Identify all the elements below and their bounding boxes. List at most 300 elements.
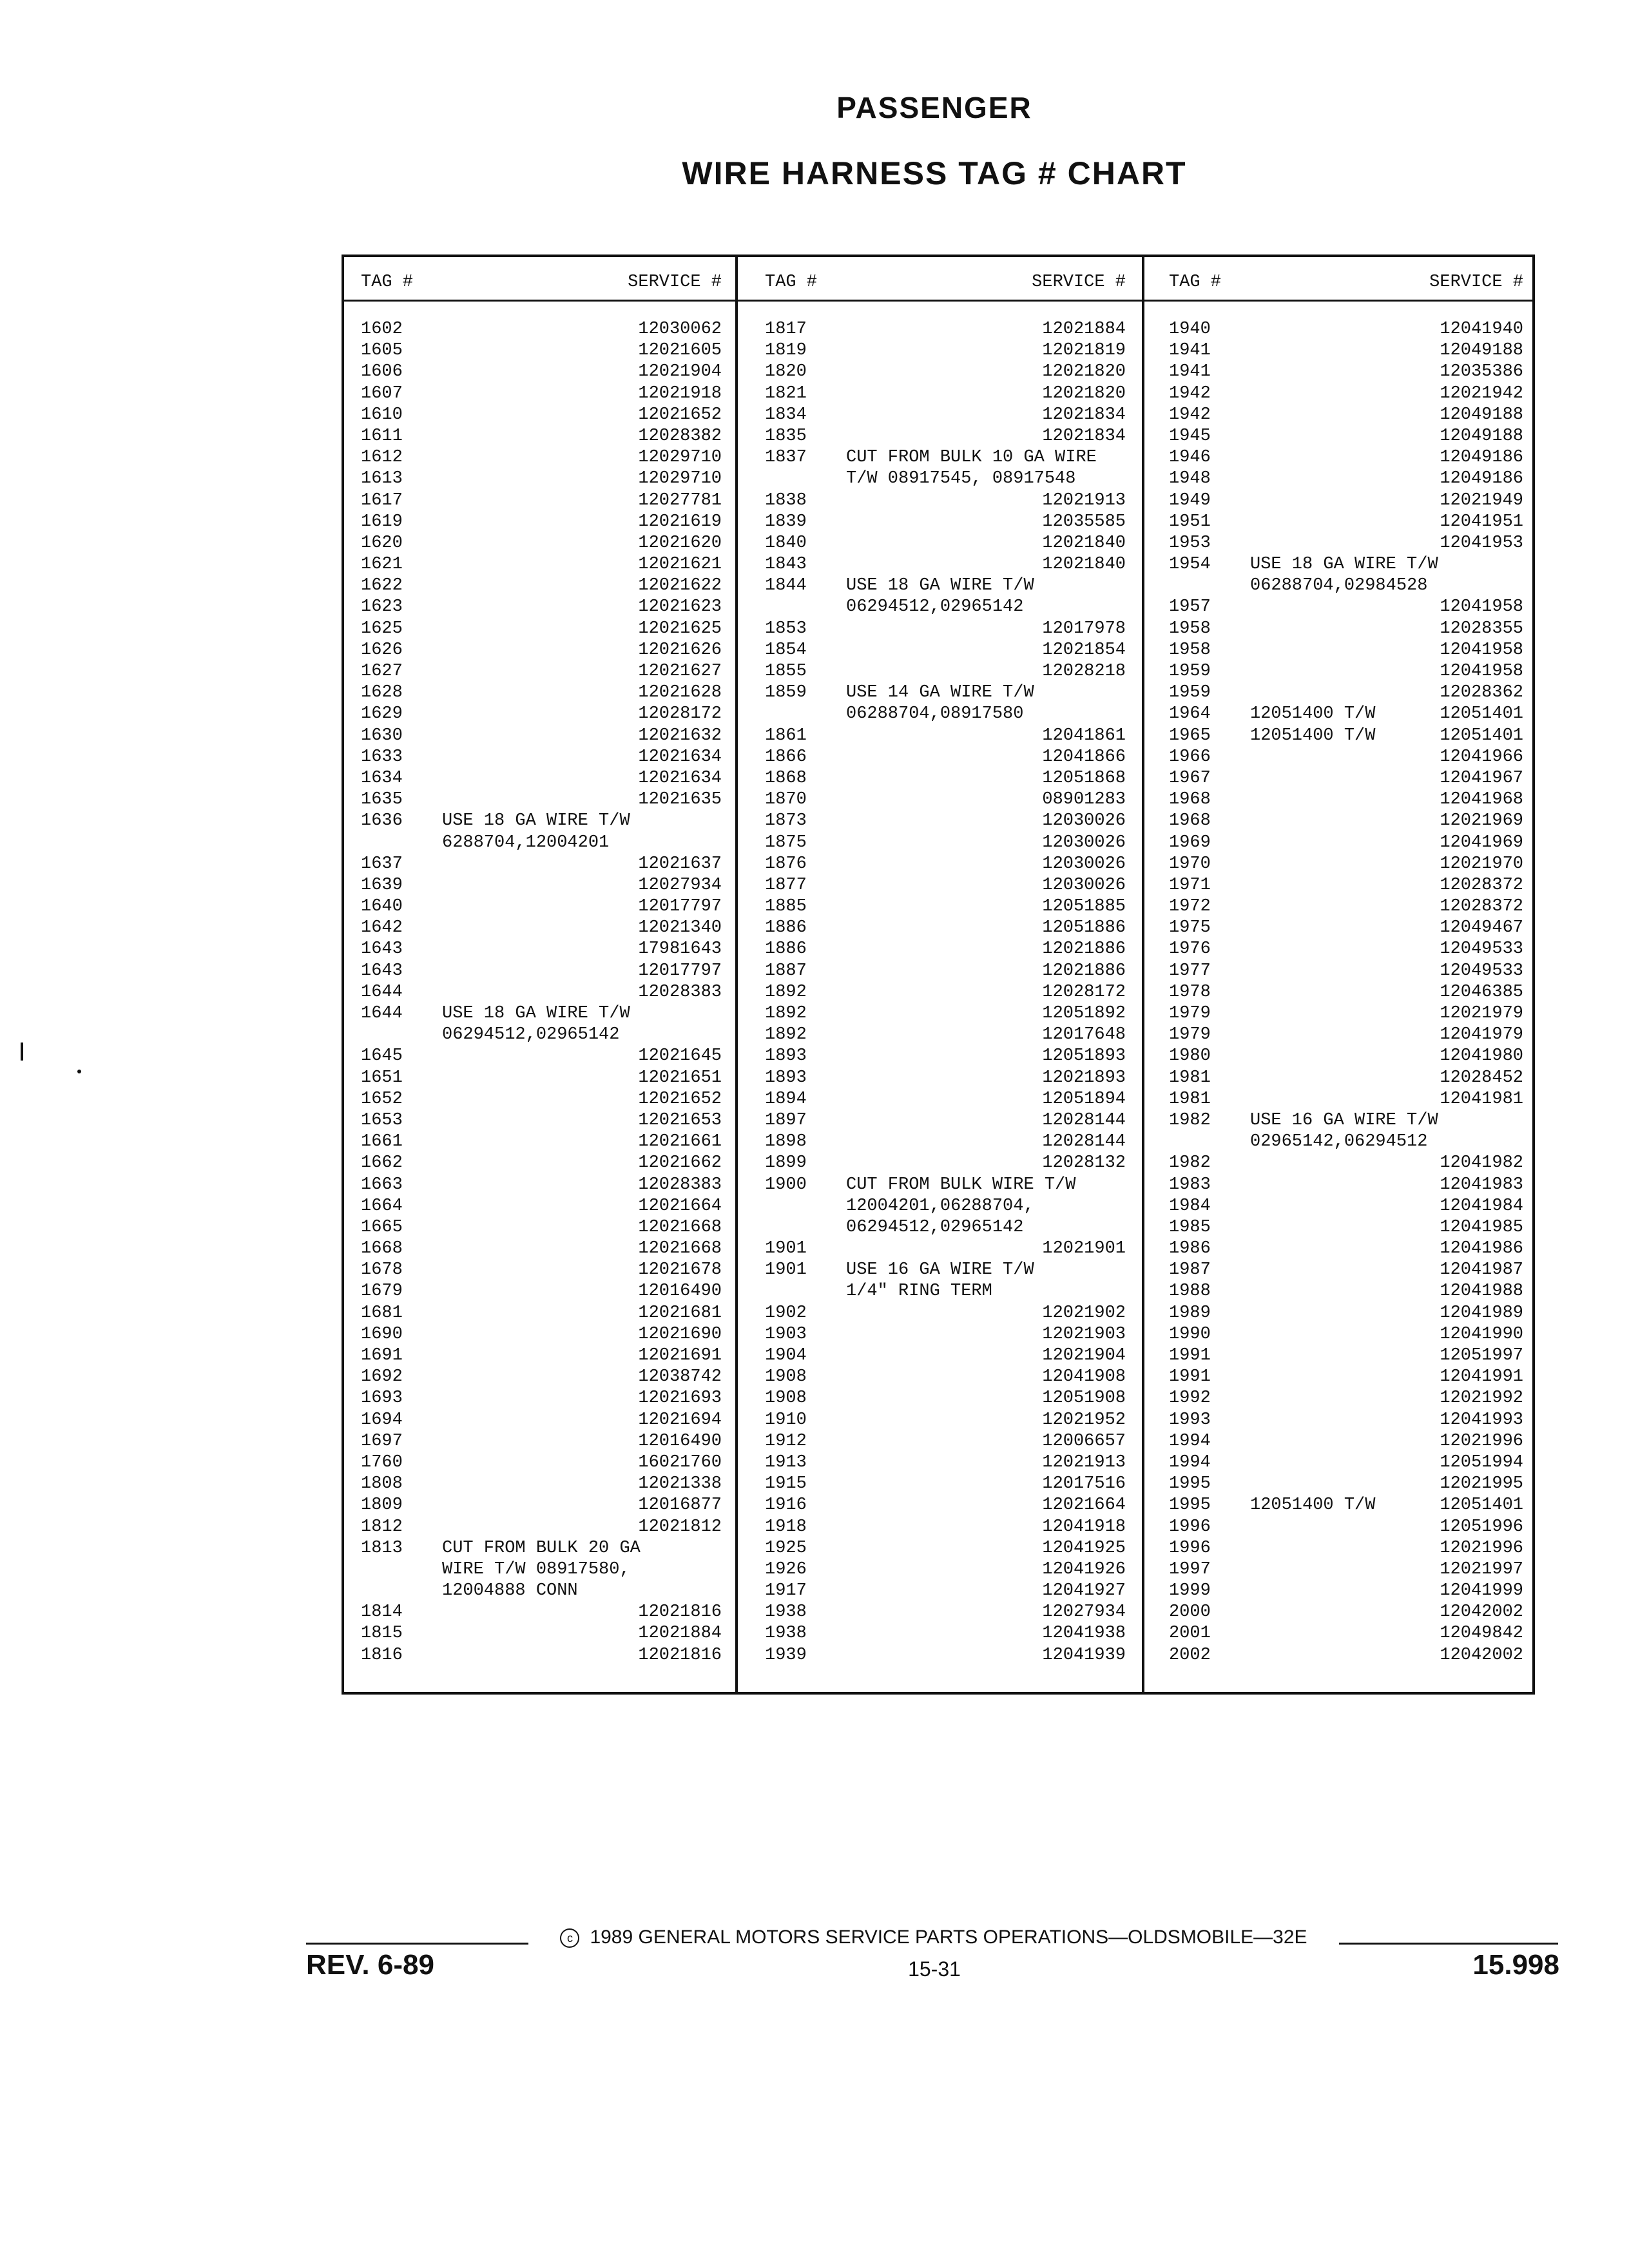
service-note: USE 18 GA WIRE T/W <box>442 811 630 831</box>
service-number: 12021997 <box>1440 1559 1523 1579</box>
tag-number: 1817 <box>765 320 807 339</box>
service-header: SERVICE # <box>1429 273 1523 292</box>
tag-number: 1613 <box>361 469 403 489</box>
table-row <box>361 704 722 725</box>
table-row <box>765 1217 1126 1238</box>
service-number: 12041927 <box>1042 1581 1126 1601</box>
table-row <box>1169 468 1523 490</box>
tag-number: 1628 <box>361 683 403 703</box>
table-row <box>1169 1238 1523 1260</box>
table-row <box>361 661 722 682</box>
service-number: 12021626 <box>638 640 722 660</box>
table-row <box>765 1410 1126 1431</box>
table-row <box>1169 1068 1523 1089</box>
tag-number: 1605 <box>361 341 403 361</box>
service-number: 12041983 <box>1440 1175 1523 1195</box>
table-row <box>1169 1495 1523 1516</box>
service-number: 12021992 <box>1440 1389 1523 1408</box>
service-header: SERVICE # <box>1032 273 1126 292</box>
table-row <box>361 896 722 918</box>
table-row <box>765 1324 1126 1345</box>
service-number: 12021816 <box>638 1645 722 1665</box>
service-number: 12021632 <box>638 726 722 745</box>
table-row <box>361 1153 722 1174</box>
tag-number: 1969 <box>1169 832 1211 852</box>
service-number: 12042002 <box>1440 1602 1523 1622</box>
table-row <box>361 405 722 426</box>
table-row <box>765 1131 1126 1153</box>
table-row <box>1169 1281 1523 1302</box>
margin-dot <box>77 1070 81 1073</box>
table-row <box>1169 1623 1523 1644</box>
tag-number: 1834 <box>765 405 807 425</box>
tag-number: 1855 <box>765 662 807 681</box>
service-number: 12016490 <box>638 1282 722 1302</box>
service-number: 12028362 <box>1440 683 1523 703</box>
service-number: 12021913 <box>1042 490 1126 510</box>
tag-number: 1619 <box>361 512 403 532</box>
table-row <box>361 1024 722 1046</box>
table-row <box>1169 490 1523 512</box>
table-row <box>1169 1388 1523 1409</box>
service-note: USE 14 GA WIRE T/W <box>846 683 1034 703</box>
service-number: 12021652 <box>638 405 722 425</box>
tag-number: 1808 <box>361 1474 403 1494</box>
table-row <box>765 405 1126 426</box>
service-number: 12021884 <box>1042 320 1126 339</box>
table-row <box>765 554 1126 575</box>
table-row <box>1169 1559 1523 1581</box>
service-number: 12041966 <box>1440 747 1523 767</box>
tag-number: 1679 <box>361 1282 403 1302</box>
tag-number: 1640 <box>361 897 403 917</box>
table-row <box>1169 961 1523 982</box>
service-note: 06294512,02965142 <box>846 597 1024 617</box>
service-number: 12041926 <box>1042 1559 1126 1579</box>
tag-number: 1908 <box>765 1389 807 1408</box>
service-number: 12028372 <box>1440 875 1523 895</box>
tag-number: 1665 <box>361 1217 403 1237</box>
service-number: 12028355 <box>1440 619 1523 639</box>
service-number: 12021952 <box>1042 1410 1126 1430</box>
service-note: 02965142,06294512 <box>1250 1132 1428 1152</box>
table-row <box>765 1196 1126 1217</box>
table-row <box>765 832 1126 854</box>
service-number: 12021995 <box>1440 1474 1523 1494</box>
tag-number: 1663 <box>361 1175 403 1195</box>
table-row <box>1169 789 1523 811</box>
service-number: 12028172 <box>1042 982 1126 1002</box>
table-row <box>765 682 1126 704</box>
table-row <box>765 383 1126 405</box>
tag-number: 1626 <box>361 640 403 660</box>
table-row <box>765 704 1126 725</box>
service-number: 12041986 <box>1440 1239 1523 1259</box>
table-row <box>765 726 1126 747</box>
table-row <box>765 597 1126 618</box>
table-row <box>1169 1345 1523 1367</box>
table-row <box>765 747 1126 768</box>
service-number: 12021886 <box>1042 961 1126 981</box>
table-row <box>1169 854 1523 875</box>
tag-number: 1912 <box>765 1431 807 1451</box>
service-number: 12021834 <box>1042 426 1126 446</box>
table-row <box>361 447 722 468</box>
tag-number: 1942 <box>1169 383 1211 403</box>
table-row <box>1169 768 1523 789</box>
table-row <box>765 340 1126 361</box>
tag-number: 1991 <box>1169 1346 1211 1365</box>
service-number: 12021886 <box>1042 939 1126 959</box>
table-row <box>1169 939 1523 960</box>
tag-number: 1633 <box>361 747 403 767</box>
table-row <box>361 832 722 854</box>
table-row <box>765 619 1126 640</box>
table-row <box>361 533 722 554</box>
service-number: 12041951 <box>1440 512 1523 532</box>
service-number: 12021645 <box>638 1046 722 1066</box>
service-number: 12049533 <box>1440 939 1523 959</box>
tag-number: 1975 <box>1169 918 1211 938</box>
tag-number: 1976 <box>1169 939 1211 959</box>
tag-number: 1873 <box>765 811 807 831</box>
tag-number: 1653 <box>361 1110 403 1130</box>
document-number: 15.998 <box>1472 1949 1559 1981</box>
table-row <box>1169 1003 1523 1024</box>
tag-number: 1639 <box>361 875 403 895</box>
tag-number: 1968 <box>1169 790 1211 810</box>
service-number: 12021893 <box>1042 1068 1126 1088</box>
table-row <box>765 768 1126 789</box>
tag-number: 1620 <box>361 533 403 553</box>
service-number: 12038742 <box>638 1367 722 1387</box>
tag-number: 1820 <box>765 362 807 382</box>
table-row <box>765 512 1126 533</box>
tag-number: 1997 <box>1169 1559 1211 1579</box>
tag-number: 1837 <box>765 448 807 468</box>
column-rows <box>361 319 722 1666</box>
tag-number: 1996 <box>1169 1517 1211 1537</box>
tag-number: 1893 <box>765 1068 807 1088</box>
service-note: 06288704,08917580 <box>846 704 1024 724</box>
tag-number: 1876 <box>765 854 807 874</box>
service-number: 12049188 <box>1440 341 1523 361</box>
tag-number: 1940 <box>1169 320 1211 339</box>
table-row <box>765 426 1126 447</box>
service-number: 12021652 <box>638 1089 722 1109</box>
tag-number: 1994 <box>1169 1431 1211 1451</box>
table-row <box>765 1303 1126 1324</box>
table-row <box>1169 1175 1523 1196</box>
service-number: 12051894 <box>1042 1089 1126 1109</box>
table-row <box>1169 319 1523 340</box>
table-row <box>361 1367 722 1388</box>
footer-rule-right <box>1339 1943 1558 1945</box>
service-number: 12041988 <box>1440 1282 1523 1302</box>
table-row <box>765 319 1126 340</box>
service-number: 12041958 <box>1440 640 1523 660</box>
tag-number: 1938 <box>765 1624 807 1644</box>
tag-number: 1644 <box>361 982 403 1002</box>
service-note: 06294512,02965142 <box>846 1217 1024 1237</box>
table-row <box>361 1495 722 1516</box>
tag-number: 1692 <box>361 1367 403 1387</box>
service-number: 12051994 <box>1440 1452 1523 1472</box>
tag-number: 1999 <box>1169 1581 1211 1601</box>
service-number: 12021338 <box>638 1474 722 1494</box>
tag-number: 1898 <box>765 1132 807 1152</box>
table-row <box>361 1175 722 1196</box>
table-row <box>1169 1024 1523 1046</box>
tag-number: 1853 <box>765 619 807 639</box>
service-number: 12041866 <box>1042 747 1126 767</box>
service-number: 12021628 <box>638 683 722 703</box>
tag-number: 1926 <box>765 1559 807 1579</box>
service-number: 12049467 <box>1440 918 1523 938</box>
service-note: USE 18 GA WIRE T/W <box>442 1004 630 1023</box>
tag-number: 1901 <box>765 1239 807 1259</box>
table-row <box>1169 1089 1523 1110</box>
service-number: 12021668 <box>638 1217 722 1237</box>
tag-number: 1979 <box>1169 1004 1211 1023</box>
table-row <box>361 340 722 361</box>
table-row <box>1169 1046 1523 1067</box>
table-row <box>1169 1196 1523 1217</box>
service-number: 12041967 <box>1440 768 1523 788</box>
service-number: 12021694 <box>638 1410 722 1430</box>
service-number: 12046385 <box>1440 982 1523 1002</box>
service-number: 12051401 <box>1440 726 1523 745</box>
service-number: 12021678 <box>638 1260 722 1280</box>
table-row <box>361 619 722 640</box>
table-column-3 <box>1169 255 1523 1692</box>
table-row <box>765 1089 1126 1110</box>
column-divider <box>1142 255 1144 1692</box>
service-number: 12021840 <box>1042 555 1126 575</box>
service-note: 12051400 T/W <box>1250 726 1376 745</box>
service-number: 12016490 <box>638 1431 722 1451</box>
service-number: 12030026 <box>1042 854 1126 874</box>
table-row <box>1169 1645 1523 1666</box>
table-row <box>765 875 1126 896</box>
tag-number: 1948 <box>1169 469 1211 489</box>
tag-number: 1915 <box>765 1474 807 1494</box>
service-number: 12021634 <box>638 768 722 788</box>
tag-number: 1941 <box>1169 341 1211 361</box>
tag-number: 1983 <box>1169 1175 1211 1195</box>
column-divider <box>735 255 738 1692</box>
table-row <box>765 1559 1126 1581</box>
tag-number: 1910 <box>765 1410 807 1430</box>
service-note: CUT FROM BULK 10 GA WIRE <box>846 448 1097 468</box>
tag-number: 1611 <box>361 426 403 446</box>
service-number: 12021812 <box>638 1517 722 1537</box>
service-number: 12028383 <box>638 1175 722 1195</box>
table-row <box>361 1131 722 1153</box>
tag-number: 1643 <box>361 939 403 959</box>
table-row <box>361 468 722 490</box>
tag-number: 1892 <box>765 982 807 1002</box>
table-row <box>1169 1303 1523 1324</box>
table-row <box>361 1260 722 1281</box>
table-row <box>765 1046 1126 1067</box>
tag-number: 1959 <box>1169 683 1211 703</box>
tag-number: 1630 <box>361 726 403 745</box>
service-number: 12021661 <box>638 1132 722 1152</box>
service-number: 12021903 <box>1042 1324 1126 1344</box>
service-number: 12028218 <box>1042 662 1126 681</box>
tag-number: 1977 <box>1169 961 1211 981</box>
table-row <box>765 490 1126 512</box>
table-row <box>361 1474 722 1495</box>
tag-number: 1894 <box>765 1089 807 1109</box>
tag-number: 1875 <box>765 832 807 852</box>
table-row <box>1169 682 1523 704</box>
service-number: 12051868 <box>1042 768 1126 788</box>
service-number: 12041991 <box>1440 1367 1523 1387</box>
tag-number: 1959 <box>1169 662 1211 681</box>
tag-number: 1625 <box>361 619 403 639</box>
tag-number: 1892 <box>765 1004 807 1023</box>
service-number: 12041982 <box>1440 1153 1523 1173</box>
service-number: 12041979 <box>1440 1025 1523 1045</box>
table-row <box>361 1388 722 1409</box>
tag-number: 1652 <box>361 1089 403 1109</box>
tag-header: TAG # <box>361 273 414 292</box>
table-row <box>765 1024 1126 1046</box>
tag-number: 1987 <box>1169 1260 1211 1280</box>
table-row <box>765 1602 1126 1623</box>
service-number: 12021651 <box>638 1068 722 1088</box>
tag-number: 1637 <box>361 854 403 874</box>
tag-number: 1966 <box>1169 747 1211 767</box>
service-number: 12006657 <box>1042 1431 1126 1451</box>
tag-number: 1691 <box>361 1346 403 1365</box>
service-number: 12030062 <box>638 320 722 339</box>
table-row <box>361 1623 722 1644</box>
table-row <box>765 661 1126 682</box>
table-row <box>361 1410 722 1431</box>
table-row <box>1169 426 1523 447</box>
table-row <box>1169 340 1523 361</box>
tag-number: 1965 <box>1169 726 1211 745</box>
service-number: 12049533 <box>1440 961 1523 981</box>
tag-number: 1814 <box>361 1602 403 1622</box>
service-number: 12049842 <box>1440 1624 1523 1644</box>
service-number: 12028132 <box>1042 1153 1126 1173</box>
table-row <box>361 982 722 1003</box>
revision-label: REV. 6-89 <box>306 1949 434 1981</box>
service-number: 12021918 <box>638 383 722 403</box>
service-note: 12051400 T/W <box>1250 704 1376 724</box>
table-row <box>361 383 722 405</box>
table-row <box>1169 1602 1523 1623</box>
tag-number: 1989 <box>1169 1303 1211 1323</box>
table-row <box>361 1217 722 1238</box>
table-row <box>361 1559 722 1581</box>
tag-number: 1968 <box>1169 811 1211 831</box>
table-row <box>361 319 722 340</box>
tag-number: 1694 <box>361 1410 403 1430</box>
service-note: 1/4" RING TERM <box>846 1282 992 1302</box>
service-number: 12030026 <box>1042 832 1126 852</box>
tag-number: 1986 <box>1169 1239 1211 1259</box>
service-number: 12041940 <box>1440 320 1523 339</box>
service-number: 12021834 <box>1042 405 1126 425</box>
tag-number: 1939 <box>765 1645 807 1665</box>
column-header <box>1169 273 1523 296</box>
tag-number: 1815 <box>361 1624 403 1644</box>
table-row <box>765 1495 1126 1516</box>
service-number: 12035386 <box>1440 362 1523 382</box>
table-row <box>1169 619 1523 640</box>
table-row <box>765 1345 1126 1367</box>
tag-number: 1816 <box>361 1645 403 1665</box>
table-row <box>1169 704 1523 725</box>
service-number: 12041908 <box>1042 1367 1126 1387</box>
service-number: 12021913 <box>1042 1452 1126 1472</box>
service-note: USE 18 GA WIRE T/W <box>1250 555 1438 575</box>
table-row <box>1169 640 1523 661</box>
table-row <box>1169 361 1523 383</box>
service-number: 12021634 <box>638 747 722 767</box>
service-number: 12021668 <box>638 1239 722 1259</box>
service-note: T/W 08917545, 08917548 <box>846 469 1076 489</box>
service-number: 12021820 <box>1042 383 1126 403</box>
table-row <box>361 875 722 896</box>
table-row <box>361 1089 722 1110</box>
service-note: CUT FROM BULK WIRE T/W <box>846 1175 1076 1195</box>
tag-number: 1886 <box>765 918 807 938</box>
service-number: 12041958 <box>1440 662 1523 681</box>
table-row <box>361 726 722 747</box>
service-number: 12028144 <box>1042 1110 1126 1130</box>
tag-number: 1958 <box>1169 619 1211 639</box>
tag-number: 1899 <box>765 1153 807 1173</box>
table-row <box>765 854 1126 875</box>
service-number: 12041987 <box>1440 1260 1523 1280</box>
table-row <box>361 512 722 533</box>
tag-number: 1622 <box>361 576 403 596</box>
service-number: 12049186 <box>1440 448 1523 468</box>
page-subtitle: WIRE HARNESS TAG # CHART <box>682 155 1187 191</box>
tag-number: 1662 <box>361 1153 403 1173</box>
tag-number: 1643 <box>361 961 403 981</box>
tag-number: 1982 <box>1169 1153 1211 1173</box>
service-number: 12051908 <box>1042 1389 1126 1408</box>
table-row <box>1169 726 1523 747</box>
service-note: USE 18 GA WIRE T/W <box>846 576 1034 596</box>
tag-number: 1954 <box>1169 555 1211 575</box>
tag-number: 1981 <box>1169 1068 1211 1088</box>
service-number: 12027781 <box>638 490 722 510</box>
tag-number: 1951 <box>1169 512 1211 532</box>
tag-number: 2002 <box>1169 1645 1211 1665</box>
table-row <box>361 1238 722 1260</box>
table-row <box>765 961 1126 982</box>
service-number: 12028452 <box>1440 1068 1523 1088</box>
tag-number: 1681 <box>361 1303 403 1323</box>
tag-number: 1995 <box>1169 1474 1211 1494</box>
tag-number: 1610 <box>361 405 403 425</box>
service-number: 12021625 <box>638 619 722 639</box>
footer-copyright <box>528 1927 1339 1948</box>
service-number: 12028144 <box>1042 1132 1126 1152</box>
service-number: 12021622 <box>638 576 722 596</box>
service-number: 12030026 <box>1042 811 1126 831</box>
service-number: 12028372 <box>1440 897 1523 917</box>
table-row <box>1169 447 1523 468</box>
